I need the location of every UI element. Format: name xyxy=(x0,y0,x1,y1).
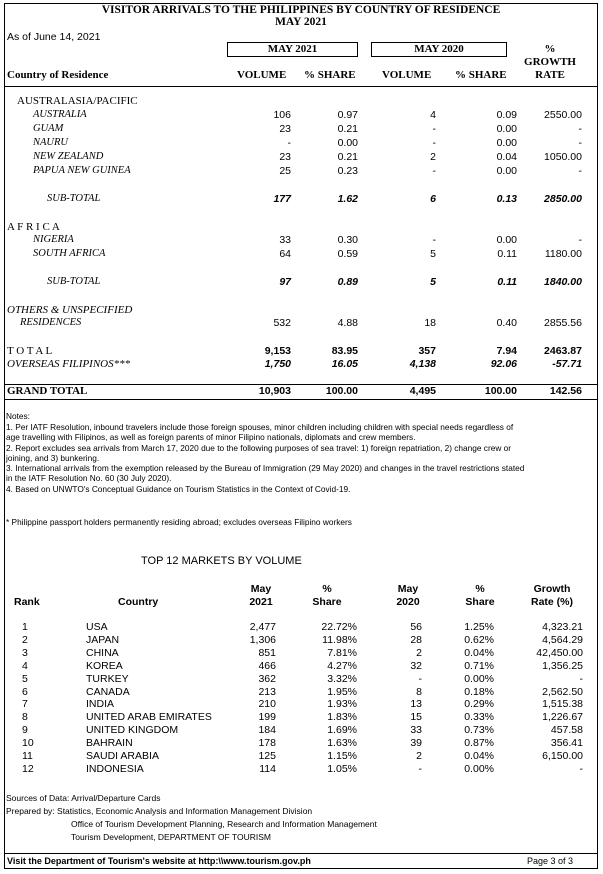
row-label: AUSTRALIA xyxy=(33,109,87,120)
note-line: 1. Per IATF Resolution, inbound travelers include those foreign spouses, minor children including children with special needs regardless of xyxy=(6,422,514,432)
country-cell: SAUDI ARABIA xyxy=(86,750,159,762)
cell-s20: 1.25% xyxy=(464,621,494,633)
cell-g: 2550.00 xyxy=(544,109,582,121)
top12-country-header: Country xyxy=(118,596,159,608)
top12-2021-header: 2021 xyxy=(249,596,273,608)
country-cell: CANADA xyxy=(86,685,130,698)
cell-s21: 7.81% xyxy=(327,646,357,659)
row-label: NEW ZEALAND xyxy=(33,151,104,162)
cell-v21: 178 xyxy=(258,737,276,750)
top12-rate-header: Rate (%) xyxy=(530,596,573,608)
rank-cell: 6 xyxy=(22,685,28,698)
cell-v21: 210 xyxy=(258,698,276,711)
cell-v20: 32 xyxy=(410,659,422,672)
cell-v21: 199 xyxy=(258,711,276,724)
cell-g: 356.41 xyxy=(550,737,583,750)
grand-total-bottom-rule xyxy=(4,399,598,400)
cell-v20: - xyxy=(418,762,422,775)
country-cell: CHINA xyxy=(86,646,119,659)
cell-s20: 0.11 xyxy=(497,248,517,260)
cell-v20: 56 xyxy=(410,621,422,633)
prepared-by: Prepared by: Statistics, Economic Analysis and Information Management Division xyxy=(6,806,313,816)
row-label: OTHERS & UNSPECIFIED xyxy=(7,304,133,316)
share21-header: % SHARE xyxy=(304,69,356,81)
row-label: AUSTRALASIA/PACIFIC xyxy=(17,95,138,107)
cell-v20: - xyxy=(432,165,436,177)
rank-cell: 2 xyxy=(22,633,28,646)
cell-g: 2,562.50 xyxy=(542,685,583,698)
cell-s20: 92.06 xyxy=(490,358,517,370)
cell-g: 2850.00 xyxy=(544,193,582,205)
cell-v21: 23 xyxy=(279,151,291,163)
cell-v20: 2 xyxy=(416,646,422,659)
cell-v21: 23 xyxy=(279,123,291,135)
cell-s21: 0.21 xyxy=(337,151,358,163)
cell-v21: - xyxy=(287,137,291,149)
row-label: SUB-TOTAL xyxy=(47,276,101,287)
cell-s20: 0.04% xyxy=(464,646,494,659)
cell-g: 457.58 xyxy=(550,724,583,737)
cell-v20: 13 xyxy=(410,698,422,711)
cell-s20: 0.18% xyxy=(464,685,494,698)
cell-s20: 0.00% xyxy=(464,762,494,775)
top12-pct-header: % xyxy=(322,583,332,595)
cell-v20: 2 xyxy=(416,750,422,762)
cell-g: - xyxy=(578,234,582,246)
cell-s21: 1.83% xyxy=(327,711,357,724)
row-label: GUAM xyxy=(33,123,64,134)
rank-cell: 5 xyxy=(22,672,28,685)
cell-g: 4,564.29 xyxy=(542,633,583,646)
cell-g: 2463.87 xyxy=(544,345,582,357)
cell-v20: 4,495 xyxy=(409,385,436,397)
cell-s21: 1.95% xyxy=(327,685,357,698)
rank-cell: 7 xyxy=(22,698,28,711)
prepared-line-2: Office of Tourism Development Planning, Research and Information Management xyxy=(71,819,377,829)
page-number: Page 3 of 3 xyxy=(527,856,574,866)
cell-s21: 0.30 xyxy=(337,234,358,246)
cell-v21: 9,153 xyxy=(264,345,291,357)
rank-cell: 11 xyxy=(22,750,33,762)
cell-s21: 1.93% xyxy=(327,698,357,711)
cell-v20: 8 xyxy=(416,685,422,698)
rank-cell: 3 xyxy=(22,646,28,659)
website-link[interactable]: Visit the Department of Tourism's website at http:\\www.tourism.gov.ph xyxy=(7,856,311,866)
top12-share-header: Share xyxy=(312,596,342,608)
row-label: SUB-TOTAL xyxy=(47,193,101,204)
country-cell: UNITED ARAB EMIRATES xyxy=(86,711,212,724)
cell-v20: 15 xyxy=(410,711,422,724)
cell-g: - xyxy=(578,123,582,135)
rank-cell: 10 xyxy=(22,737,34,750)
top12-pct2-header: % xyxy=(475,583,485,595)
page-title: VISITOR ARRIVALS TO THE PHILIPPINES BY COUNTRY OF RESIDENCE xyxy=(101,4,501,16)
cell-s20: 0.71% xyxy=(464,659,494,672)
cell-v21: 362 xyxy=(258,672,276,685)
cell-s21: 4.27% xyxy=(327,659,357,672)
growth-header: GROWTH xyxy=(524,56,576,68)
cell-v20: - xyxy=(418,672,422,685)
top12-share2-header: Share xyxy=(465,596,495,608)
cell-s21: 1.63% xyxy=(327,737,357,750)
page-subtitle: MAY 2021 xyxy=(275,16,327,28)
row-label: SOUTH AFRICA xyxy=(33,248,106,259)
cell-v20: - xyxy=(432,123,436,135)
cell-g: - xyxy=(578,137,582,149)
cell-s20: 0.00 xyxy=(496,137,517,149)
cell-v20: 4,138 xyxy=(409,358,436,370)
cell-v21: 1,306 xyxy=(249,633,276,646)
cell-s21: 16.05 xyxy=(331,358,358,370)
cell-s20: 0.40 xyxy=(496,317,517,329)
volume20-header: VOLUME xyxy=(382,69,432,81)
may2020-header: MAY 2020 xyxy=(414,43,464,55)
cell-v20: 5 xyxy=(430,248,436,260)
cell-g: - xyxy=(578,165,582,177)
country-cell: BAHRAIN xyxy=(86,737,133,750)
cell-g: 1840.00 xyxy=(544,276,582,288)
note-line: 3. International arrivals from the exemption released by the Bureau of Immigration (29 May 2020) and changes in the travel restrictions stated xyxy=(6,463,525,474)
header-rule xyxy=(4,86,598,87)
cell-v20: 33 xyxy=(410,724,422,737)
note-line: joining, and 3) bunkering. xyxy=(6,452,100,463)
cell-v21: 213 xyxy=(258,685,276,698)
cell-v21: 33 xyxy=(279,234,291,246)
cell-s20: 7.94 xyxy=(496,345,517,357)
cell-v21: 184 xyxy=(258,724,276,737)
top12-title: TOP 12 MARKETS BY VOLUME xyxy=(141,555,302,567)
cell-s20: 0.73% xyxy=(464,724,494,737)
cell-v21: 2,477 xyxy=(249,621,276,633)
cell-s21: 1.69% xyxy=(327,724,357,737)
cell-s20: 0.00 xyxy=(496,123,517,135)
cell-v21: 532 xyxy=(273,317,291,329)
cell-g: - xyxy=(579,762,583,775)
cell-s21: 0.59 xyxy=(337,248,358,260)
cell-v21: 106 xyxy=(273,109,291,121)
country-cell: INDONESIA xyxy=(86,762,144,775)
as-of-date: As of June 14, 2021 xyxy=(7,31,101,43)
row-label: NAURU xyxy=(33,137,68,148)
row-label: NIGERIA xyxy=(33,234,74,245)
top12-2020-header: 2020 xyxy=(396,596,420,608)
cell-s20: 0.09 xyxy=(496,109,517,121)
cell-s21: 0.89 xyxy=(337,276,358,288)
grand-total-top-rule xyxy=(4,384,598,385)
cell-s21: 3.32% xyxy=(327,672,357,685)
cell-v21: 10,903 xyxy=(258,385,291,397)
cell-v20: 18 xyxy=(424,317,436,329)
cell-s21: 100.00 xyxy=(325,385,358,397)
cell-g: 42,450.00 xyxy=(536,646,583,659)
share20-header: % SHARE xyxy=(455,69,507,81)
row-label: A F R I C A xyxy=(7,221,60,233)
prepared-line-3: Tourism Development, DEPARTMENT OF TOURISM xyxy=(71,832,271,842)
cell-v20: - xyxy=(432,234,436,246)
cell-g: 4,323.21 xyxy=(542,621,583,633)
cell-v20: - xyxy=(432,137,436,149)
cell-s21: 22.72% xyxy=(321,621,357,633)
cell-s20: 0.87% xyxy=(464,737,494,750)
cell-s20: 0.13 xyxy=(496,193,517,205)
may2021-header: MAY 2021 xyxy=(267,43,318,55)
cell-s20: 0.00 xyxy=(496,234,517,246)
country-header: Country of Residence xyxy=(7,69,109,81)
row-label: PAPUA NEW GUINEA xyxy=(33,165,131,176)
cell-g: 1,356.25 xyxy=(542,659,583,672)
row-label: T O T A L xyxy=(7,345,53,357)
country-cell: JAPAN xyxy=(86,633,120,646)
row-label: OVERSEAS FILIPINOS*** xyxy=(7,358,131,370)
cell-s21: 0.00 xyxy=(337,137,358,149)
cell-v20: 2 xyxy=(430,151,436,163)
cell-g: 2855.56 xyxy=(544,317,582,329)
cell-s20: 0.11 xyxy=(497,276,517,288)
cell-v20: 4 xyxy=(430,109,436,121)
cell-s21: 1.05% xyxy=(327,762,357,775)
cell-g: 1180.00 xyxy=(544,248,582,260)
note-line: 4. Based on UNWTO's Conceptual Guidance on Tourism Statistics in the Context of Covid-19. xyxy=(6,483,351,494)
cell-v21: 114 xyxy=(259,762,276,775)
volume21-header: VOLUME xyxy=(237,69,287,81)
country-cell: KOREA xyxy=(86,659,123,672)
cell-s20: 0.04% xyxy=(464,750,494,762)
note-line: in the IATF Resolution No. 60 (30 July 2020). xyxy=(6,473,172,484)
notes-title: Notes: xyxy=(6,411,30,421)
cell-s21: 1.62 xyxy=(337,193,358,205)
top12-may20-header: May xyxy=(397,583,419,595)
cell-v21: 1,750 xyxy=(264,358,291,370)
row-label: RESIDENCES xyxy=(20,317,82,328)
cell-v21: 851 xyxy=(258,646,276,659)
cell-s20: 0.00% xyxy=(464,672,494,685)
cell-g: 1,515.38 xyxy=(542,698,583,711)
rank-cell: 9 xyxy=(22,724,28,737)
top12-growth-header: Growth xyxy=(533,583,571,595)
note-line: age travelling with Filipinos, as well as foreign parents of minor Filipino nationals, diplomats and crew members. xyxy=(6,432,416,443)
cell-v20: 6 xyxy=(430,193,436,205)
rate-header: RATE xyxy=(535,69,565,81)
country-cell: UNITED KINGDOM xyxy=(86,724,179,737)
cell-v21: 125 xyxy=(258,750,276,762)
footnote: * Philippine passport holders permanently residing abroad; excludes overseas Filipino workers xyxy=(6,517,352,527)
rank-cell: 4 xyxy=(22,659,28,672)
cell-s21: 0.21 xyxy=(337,123,358,135)
cell-s20: 0.62% xyxy=(464,633,494,646)
cell-g: -57.71 xyxy=(552,358,582,370)
cell-g: 6,150.00 xyxy=(542,750,583,762)
cell-v21: 64 xyxy=(279,248,291,260)
cell-s20: 100.00 xyxy=(484,385,517,397)
cell-v20: 5 xyxy=(430,276,436,288)
cell-v21: 466 xyxy=(258,659,276,672)
cell-s21: 0.97 xyxy=(337,109,358,121)
cell-s21: 0.23 xyxy=(337,165,358,177)
cell-s21: 4.88 xyxy=(337,317,358,329)
rank-cell: 12 xyxy=(22,762,34,775)
cell-v20: 28 xyxy=(410,633,422,646)
cell-g: 1050.00 xyxy=(544,151,582,163)
cell-v20: 39 xyxy=(410,737,422,750)
cell-s20: 0.04 xyxy=(496,151,517,163)
row-label: GRAND TOTAL xyxy=(7,385,88,397)
cell-g: 1,226.67 xyxy=(542,711,583,724)
cell-s20: 0.29% xyxy=(464,698,494,711)
cell-s20: 0.00 xyxy=(496,165,517,177)
cell-v20: 357 xyxy=(418,345,436,357)
footer-rule xyxy=(4,853,598,854)
country-cell: INDIA xyxy=(86,698,115,711)
cell-v21: 177 xyxy=(273,193,291,205)
note-line: 2. Report excludes sea arrivals from March 17, 2020 due to the following purposes of sea travel: 1) foreign repatriation, 2) change crew or xyxy=(6,442,511,453)
cell-s20: 0.33% xyxy=(464,711,494,724)
cell-s21: 11.98% xyxy=(322,633,357,646)
cell-g: - xyxy=(579,672,583,685)
cell-v21: 25 xyxy=(279,165,291,177)
country-cell: TURKEY xyxy=(86,672,129,685)
top12-may21-header: May xyxy=(250,583,272,595)
cell-g: 142.56 xyxy=(549,385,582,397)
rank-cell: 8 xyxy=(22,711,28,724)
country-cell: USA xyxy=(86,621,108,633)
rank-cell: 1 xyxy=(22,621,28,633)
cell-s21: 1.15% xyxy=(327,750,357,762)
cell-v21: 97 xyxy=(279,276,291,288)
cell-s21: 83.95 xyxy=(331,345,358,357)
top12-rank-header: Rank xyxy=(14,596,40,608)
growth-pct-header: % xyxy=(544,43,556,55)
sources: Sources of Data: Arrival/Departure Cards xyxy=(6,793,161,803)
notes-list xyxy=(6,422,524,494)
